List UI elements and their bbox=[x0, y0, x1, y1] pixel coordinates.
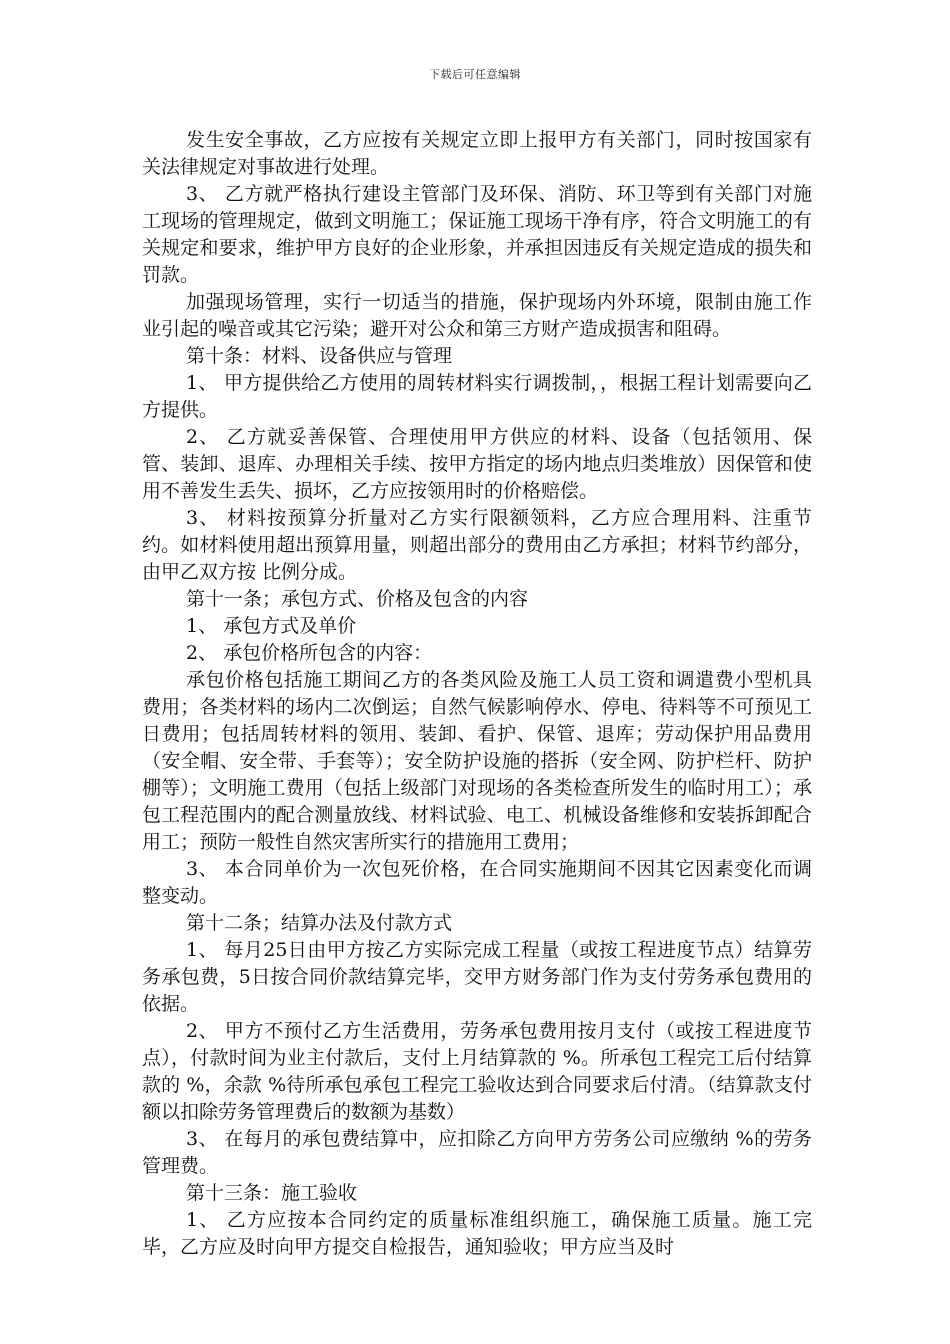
paragraph: 1、 承包方式及单价 bbox=[186, 615, 357, 637]
paragraph: 承包价格包括施工期间乙方的各类风险及施工人员工资和调遣费小型机具费用；各类材料的场内二次倒运；自然气候影响停水、停电、待料等不可预见工日费用；包括周转材料的领用、装卸、看护、保管、退库；劳动保护用品费用（安全帽、安全带、手套等）；安全防护设施的搭拆（安全网、防护栏杆、防护棚等）；文明施工费用（包括上级部门对现场的各类检查所发生的临时用工）；承包工程范围内的配合测量放线、材料试验、电工、机械设备维修和安装拆卸配合用工；预防一般性自然灾害所实行的措施用工费用； bbox=[142, 669, 812, 853]
section-heading: 第十二条；结算办法及付款方式 bbox=[186, 912, 453, 934]
paragraph: 1、 甲方提供给乙方使用的周转材料实行调拨制，，根据工程计划需要向乙方提供。 bbox=[142, 372, 812, 421]
paragraph: 加强现场管理，实行一切适当的措施，保护现场内外环境，限制由施工作业引起的噪音或其它污染；避开对公众和第三方财产造成损害和阻碍。 bbox=[142, 291, 812, 340]
paragraph: 发生安全事故，乙方应按有关规定立即上报甲方有关部门，同时按国家有关法律规定对事故进行处理。 bbox=[142, 129, 812, 178]
paragraph: 2、 承包价格所包含的内容： bbox=[186, 642, 433, 664]
paragraph: 2、 甲方不预付乙方生活费用，劳务承包费用按月支付（或按工程进度节点），付款时间为业主付款后，支付上月结算款的 %。所承包工程完工后付结算款的 %，余款 %待所承包承包工程完工验收达到合同要求后付清。（结算款支付额以扣除劳务管理费后的数额为基数） bbox=[142, 1020, 812, 1123]
document-body bbox=[142, 127, 812, 1261]
paragraph: 1、 每月25日由甲方按乙方实际完成工程量（或按工程进度节点）结算劳务承包费，5日按合同价款结算完毕，交甲方财务部门作为支付劳务承包费用的依据。 bbox=[142, 939, 812, 1015]
paragraph: 3、 乙方就严格执行建设主管部门及环保、消防、环卫等到有关部门对施工现场的管理规定，做到文明施工；保证施工现场干净有序，符合文明施工的有关规定和要求，维护甲方良好的企业形象，并承担因违反有关规定造成的损失和罚款。 bbox=[142, 183, 812, 286]
section-heading: 第十一条；承包方式、价格及包含的内容 bbox=[186, 588, 529, 610]
section-heading: 第十条：材料、设备供应与管理 bbox=[186, 345, 453, 367]
paragraph: 1、 乙方应按本合同约定的质量标准组织施工，确保施工质量。施工完毕，乙方应及时向甲方提交自检报告，通知验收；甲方应当及时 bbox=[142, 1209, 812, 1258]
paragraph: 3、 本合同单价为一次包死价格，在合同实施期间不因其它因素变化而调整变动。 bbox=[142, 858, 812, 907]
paragraph: 3、 在每月的承包费结算中，应扣除乙方向甲方劳务公司应缴纳 %的劳务管理费。 bbox=[142, 1128, 812, 1177]
paragraph: 3、 材料按预算分折量对乙方实行限额领料，乙方应合理用料、注重节约。如材料使用超出预算用量，则超出部分的费用由乙方承担；材料节约部分，由甲乙双方按 比例分成。 bbox=[142, 507, 812, 583]
paragraph: 2、 乙方就妥善保管、合理使用甲方供应的材料、设备（包括领用、保管、装卸、退库、办理相关手续、按甲方指定的场内地点归类堆放）因保管和使用不善发生丢失、损坏，乙方应按领用时的价格赔偿。 bbox=[142, 426, 812, 502]
section-heading: 第十三条：施工验收 bbox=[186, 1182, 358, 1204]
header-note: 下载后可任意编辑 bbox=[429, 68, 521, 81]
